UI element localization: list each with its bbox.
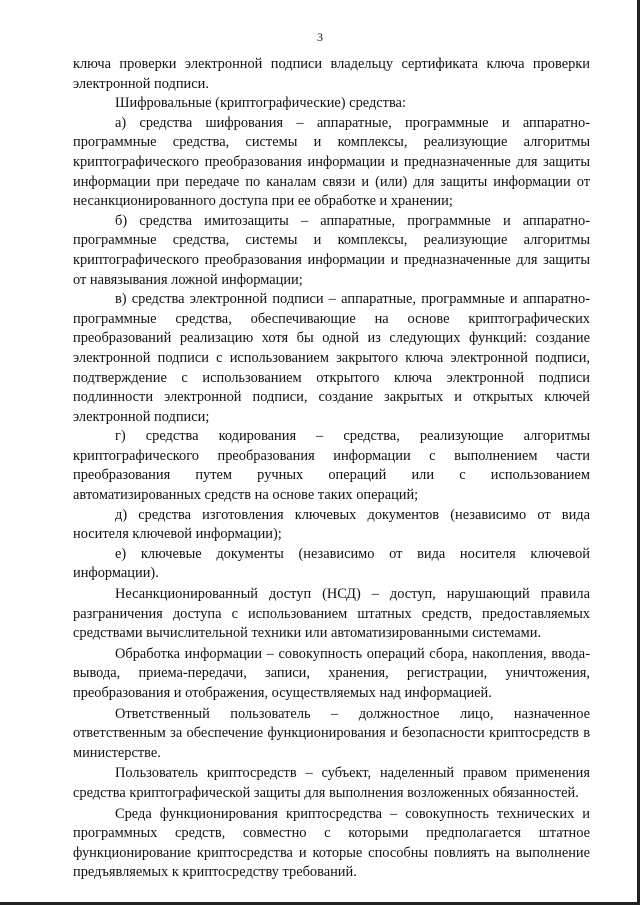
document-body bbox=[73, 55, 590, 883]
paragraph-item-v: в) средства электронной подписи – аппаратные, программные и аппаратно-программные средства, обеспечивающие на основе криптографических преобразований реализацию хотя бы одной из следующих функций: создание электронной подписи с использованием закрытого ключа электронной подписи, подтверждение с использованием открытого ключа электронной подписи подлинности электронной подписи, создание закрытых и открытых ключей электронной подписи; bbox=[73, 291, 590, 425]
paragraph-responsible-user-definition: Ответственный пользователь – должностное лицо, назначенное ответственным за обеспечение функционирования и безопасности криптосредств в министерстве. bbox=[73, 705, 590, 761]
paragraph-user-definition: Пользователь криптосредств – субъект, наделенный правом применения средства криптографической защиты для выполнения возложенных обязанностей. bbox=[73, 765, 590, 801]
page-number: 3 bbox=[317, 30, 323, 44]
paragraph-item-d: д) средства изготовления ключевых документов (независимо от вида носителя ключевой информации); bbox=[73, 506, 590, 543]
paragraph-crypto-means-heading: Шифровальные (криптографические) средства: bbox=[115, 95, 406, 112]
paragraph-item-e: е) ключевые документы (независимо от вида носителя ключевой информации). bbox=[73, 545, 590, 582]
paragraph-nsd-definition: Несанкционированный доступ (НСД) – доступ, нарушающий правила разграничения доступа с использованием штатных средств, предоставляемых средствами вычислительной техники или автоматизированными системами. bbox=[73, 586, 590, 642]
paragraph-item-a: а) средства шифрования – аппаратные, программные и аппаратно-программные средства, системы и комплексы, реализующие алгоритмы криптографического преобразования информации и предназначенные для защиты информации при передаче по каналам связи и (или) для защиты информации от несанкционированного доступа при ее обработке и хранении; bbox=[73, 114, 590, 210]
paragraph-item-g: г) средства кодирования – средства, реализующие алгоритмы криптографического преобразования информации с выполнением части преобразования путем ручных операций или с использованием автоматизированных средств на основе таких операций; bbox=[73, 428, 590, 504]
paragraph-item-b: б) средства имитозащиты – аппаратные, программные и аппаратно-программные средства, системы и комплексы, реализующие алгоритмы криптографического преобразования информации и предназначенные для защиты от навязывания ложной информации; bbox=[73, 212, 590, 288]
paragraph-processing-definition: Обработка информации – совокупность операций сбора, накопления, ввода-вывода, приема-передачи, записи, хранения, регистрации, уничтожения, преобразования и отображения, осуществляемых над информацией. bbox=[73, 645, 590, 701]
paragraph-continuation: ключа проверки электронной подписи владельцу сертификата ключа проверки электронной подписи. bbox=[73, 56, 590, 92]
paragraph-environment-definition: Среда функционирования криптосредства – совокупность технических и программных средств, совместно с которыми предполагается штатное функционирование криптосредства и которые способны повлиять на выполнение предъявляемых к криптосредству требований. bbox=[73, 805, 590, 881]
